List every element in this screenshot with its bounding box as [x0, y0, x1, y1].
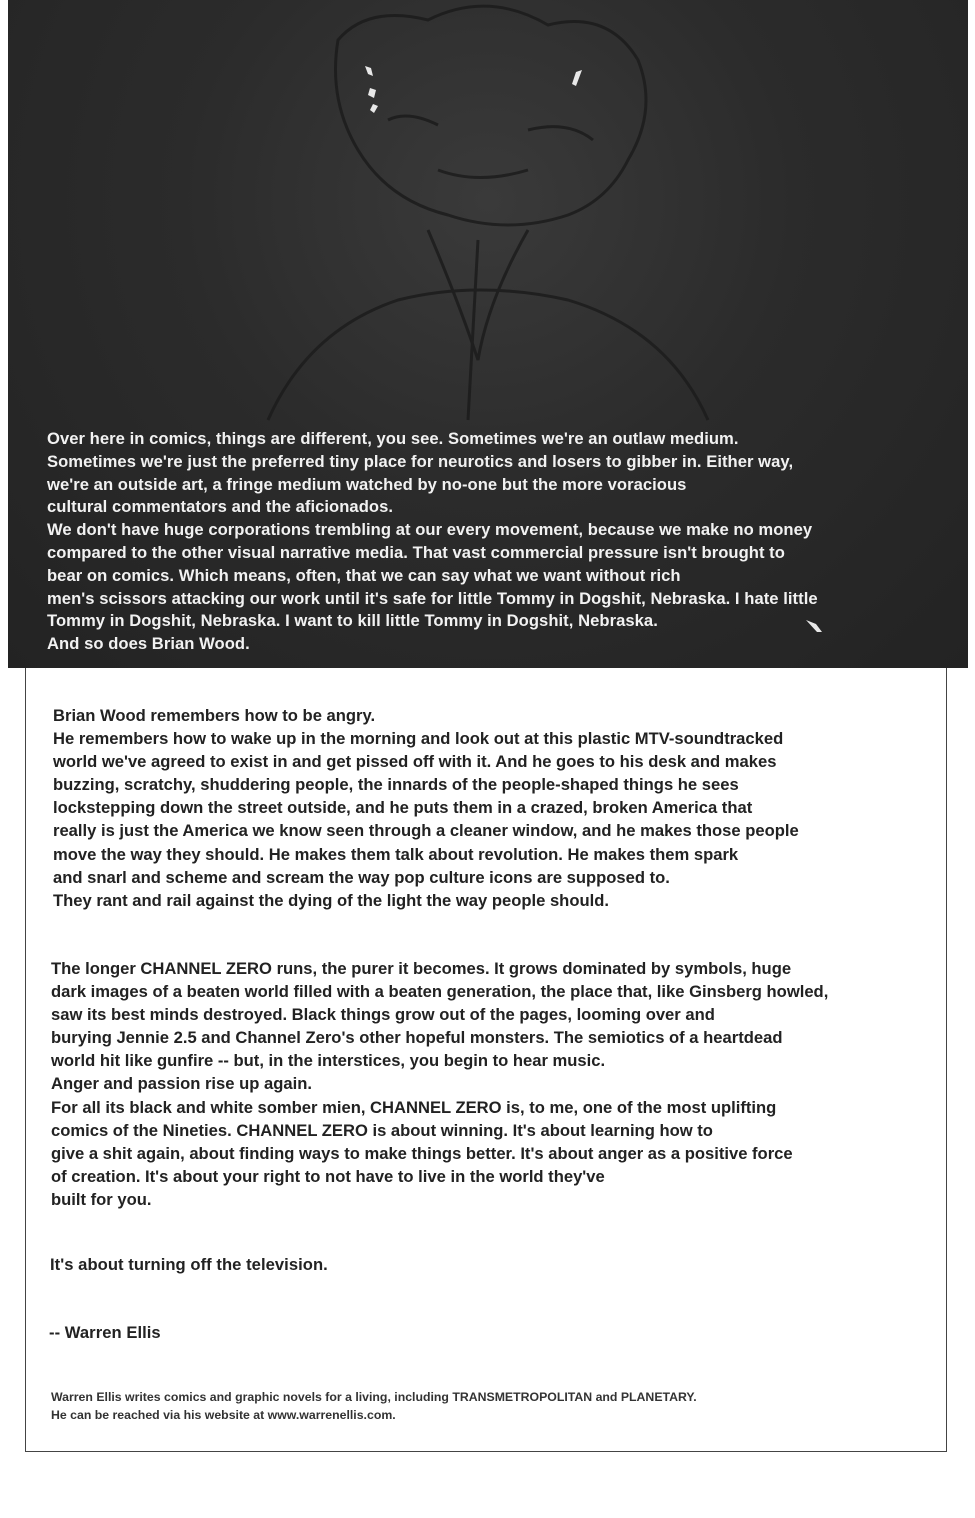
- paragraph-line: He remembers how to wake up in the morning and look out at this plastic MTV-soundtracked: [53, 729, 784, 749]
- paragraph-brian-wood: [53, 704, 799, 912]
- bio-line: Warren Ellis writes comics and graphic novels for a living, including TRANSMETROPOLITAN and PLANETARY.: [51, 1390, 697, 1404]
- paragraph-line: move the way they should. He makes them talk about revolution. He makes them spark: [53, 844, 739, 864]
- author-bio: [51, 1389, 697, 1424]
- paragraph-line: and snarl and scheme and scream the way pop culture icons are supposed to.: [53, 867, 670, 887]
- intro-line: we're an outside art, a fringe medium watched by no-one but the more voracious: [47, 474, 687, 494]
- white-mark-2: [368, 88, 376, 98]
- intro-line: And so does Brian Wood.: [47, 634, 250, 654]
- paragraph-line: comics of the Nineties. CHANNEL ZERO is about winning. It's about learning how to: [51, 1120, 713, 1140]
- paragraph-line: They rant and rail against the dying of the light the way people should.: [53, 890, 609, 910]
- paragraph-line: saw its best minds destroyed. Black things grow out of the pages, looming over and: [51, 1005, 715, 1025]
- paragraph-line: lockstepping down the street outside, and he puts them in a crazed, broken America that: [53, 798, 753, 818]
- paragraph-line: Brian Wood remembers how to be angry.: [53, 706, 376, 725]
- paragraph-line: really is just the America we know seen through a cleaner window, and he makes those people: [53, 821, 799, 841]
- intro-line: Sometimes we're just the preferred tiny place for neurotics and losers to gibber in. Either way,: [47, 451, 794, 471]
- white-mark-1: [365, 66, 373, 76]
- paragraph-line: For all its black and white somber mien, CHANNEL ZERO is, to me, one of the most uplifting: [51, 1097, 777, 1117]
- intro-line: cultural commentators and the aficionados.: [47, 497, 394, 517]
- closing-line: It's about turning off the television.: [50, 1255, 328, 1274]
- intro-line: Over here in comics, things are different, you see. Sometimes we're an outlaw medium.: [47, 429, 739, 448]
- paragraph-line: Anger and passion rise up again.: [51, 1074, 312, 1094]
- intro-line: compared to the other visual narrative media. That vast commercial pressure isn't brought to: [47, 542, 785, 562]
- bio-line: He can be reached via his website at www.warrenellis.com.: [51, 1407, 396, 1422]
- paragraph-line: give a shit again, about finding ways to make things better. It's about anger as a positive force: [51, 1143, 793, 1163]
- paragraph-line: built for you.: [51, 1189, 152, 1209]
- white-mark-4: [572, 70, 582, 86]
- paragraph-line: dark images of a beaten world filled with a beaten generation, the place that, like Ginsberg howled,: [51, 982, 829, 1002]
- intro-line: bear on comics. Which means, often, that we can say what we want without rich: [47, 565, 681, 585]
- paragraph-line: burying Jennie 2.5 and Channel Zero's other hopeful monsters. The semiotics of a heartdead: [51, 1028, 783, 1048]
- white-mark-3: [370, 104, 378, 113]
- paragraph-line: buzzing, scratchy, shuddering people, the innards of the people-shaped things he sees: [53, 775, 739, 795]
- paragraph-line: of creation. It's about your right to not have to live in the world they've: [51, 1166, 605, 1186]
- intro-line: Tommy in Dogshit, Nebraska. I want to kill little Tommy in Dogshit, Nebraska.: [47, 611, 658, 631]
- paragraph-line: world we've agreed to exist in and get pissed off with it. And he goes to his desk and makes: [53, 752, 777, 772]
- intro-text: [47, 428, 947, 656]
- paragraph-channel-zero: [51, 957, 828, 1211]
- paragraph-line: The longer CHANNEL ZERO runs, the purer it becomes. It grows dominated by symbols, huge: [51, 959, 792, 978]
- intro-line: We don't have huge corporations trembling at our every movement, because we make no money: [47, 520, 813, 540]
- paragraph-line: world hit like gunfire -- but, in the interstices, you begin to hear music.: [51, 1051, 606, 1071]
- signature: -- Warren Ellis: [49, 1323, 161, 1342]
- intro-line: men's scissors attacking our work until it's safe for little Tommy in Dogshit, Nebraska. I hate little: [47, 588, 818, 608]
